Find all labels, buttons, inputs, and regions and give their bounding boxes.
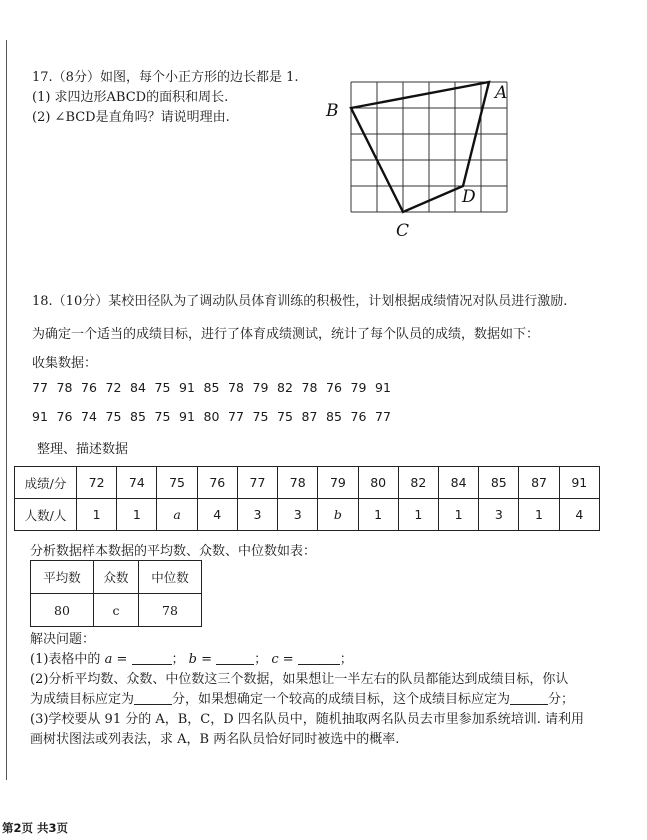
data-value: 77 [228, 409, 244, 424]
data-value: 75 [154, 380, 171, 395]
table-cell: 77 [237, 467, 277, 499]
answer-blank-b[interactable] [216, 652, 254, 665]
table-cell: 3 [479, 499, 519, 531]
data-value: 91 [179, 380, 195, 395]
table-cell: 1 [358, 499, 398, 531]
table-cell: 78 [278, 467, 318, 499]
table-cell: 4 [197, 499, 237, 531]
data-value: 91 [375, 380, 391, 395]
data-value: 74 [81, 409, 97, 424]
q18-part3-line1: (3)学校要从 91 分的 A，B，C，D 四名队员中，随机抽取两名队员去市里参加系统培训. 请利用 [30, 712, 585, 727]
table-cell: 82 [398, 467, 438, 499]
table-header-score: 成绩/分 [15, 467, 77, 499]
q18-solve-label: 解决问题： [30, 632, 96, 647]
table-row [15, 467, 600, 499]
data-value: 84 [130, 380, 146, 395]
table-cell: 74 [117, 467, 157, 499]
variable-b: b [333, 507, 342, 522]
answer-blank-target1[interactable] [134, 692, 172, 705]
data-value: 85 [203, 380, 220, 395]
table-cell: 1 [438, 499, 478, 531]
q17-sub2: (2) ∠BCD是直角吗？请说明理由. [32, 110, 230, 125]
table-cell: 72 [77, 467, 117, 499]
score-frequency-table [14, 466, 600, 531]
q18-part2-line1: (2)分析平均数、众数、中位数这三个数据，如果想让一半左右的队员都能达到成绩目标，你认 [30, 672, 569, 687]
data-value: 78 [56, 380, 73, 395]
variable-a-ref: a [104, 652, 113, 667]
part1-prefix: (1)表格中的 [30, 652, 101, 667]
table-row [15, 499, 600, 531]
table-cell-mean: 80 [31, 594, 94, 627]
table-row [31, 594, 202, 627]
q18-intro-line1: 18.（10分）某校田径队为了调动队员体育训练的积极性，计划根据成绩情况对队员进行激励. [32, 294, 568, 309]
answer-blank-a[interactable] [132, 652, 172, 665]
table-row [31, 561, 202, 594]
data-value: 76 [81, 380, 97, 395]
part2-suffix: 分； [548, 692, 575, 707]
separator: ； [171, 652, 185, 667]
q18-analysis-label: 分析数据样本数据的平均数、众数、中位数如表： [30, 544, 317, 559]
table-header-mean: 平均数 [31, 561, 94, 594]
variable-a: a [173, 507, 181, 522]
vertex-label-a: A [495, 83, 508, 103]
table-cell: 3 [237, 499, 277, 531]
variable-b-ref: b [188, 652, 197, 667]
table-cell: 84 [438, 467, 478, 499]
q17-title: 17.（8分）如图，每个小正方形的边长都是 1. [32, 70, 299, 85]
margin-line [6, 40, 7, 780]
table-cell: 1 [117, 499, 157, 531]
data-value: 87 [301, 409, 318, 424]
data-value: 75 [252, 409, 269, 424]
data-value: 78 [228, 380, 244, 395]
answer-blank-target2[interactable] [510, 692, 548, 705]
page-footer: 第2页 共3页 [2, 821, 69, 835]
part2-prefix: 为成绩目标应定为 [30, 692, 135, 707]
table-cell: 1 [77, 499, 117, 531]
table-cell: 76 [197, 467, 237, 499]
table-header-count: 人数/人 [15, 499, 77, 531]
table-cell: 85 [479, 467, 519, 499]
data-value: 91 [32, 409, 48, 424]
table-header-median: 中位数 [139, 561, 202, 594]
part2-middle: 分，如果想确定一个较高的成绩目标，这个成绩目标应定为 [172, 692, 511, 707]
data-value: 91 [179, 409, 195, 424]
table-cell: 87 [519, 467, 559, 499]
separator: ； [254, 652, 268, 667]
table-cell: 4 [559, 499, 599, 531]
data-value: 76 [326, 380, 342, 395]
data-value: 76 [56, 409, 73, 424]
data-value: 76 [350, 409, 367, 424]
q18-intro-line2: 为确定一个适当的成绩目标，进行了体育成绩测试，统计了每个队员的成绩，数据如下： [32, 327, 540, 342]
table-cell: 1 [519, 499, 559, 531]
data-value: 75 [277, 409, 293, 424]
data-value: 85 [326, 409, 342, 424]
table-cell: 75 [157, 467, 197, 499]
answer-blank-c[interactable] [298, 652, 340, 665]
table-cell: 1 [398, 499, 438, 531]
data-row-2 [32, 409, 400, 424]
data-value: 75 [105, 409, 122, 424]
data-value: 78 [301, 380, 318, 395]
quadrilateral-grid-figure [318, 68, 558, 243]
data-value: 77 [32, 380, 48, 395]
table-header-mode: 众数 [94, 561, 139, 594]
q18-part1: (1)表格中的 a = ； b = ； c = ； [30, 652, 353, 667]
vertex-label-b: B [326, 101, 339, 121]
data-value: 77 [375, 409, 391, 424]
q17-sub1: (1) 求四边形ABCD的面积和周长. [32, 90, 229, 105]
vertex-label-d: D [462, 187, 476, 207]
data-value: 75 [154, 409, 171, 424]
data-value: 80 [203, 409, 220, 424]
variable-c-ref: c [271, 652, 279, 667]
table-cell-mode: c [94, 594, 139, 627]
q18-part3-line2: 画树状图法或列表法，求 A，B 两名队员恰好同时被选中的概率. [30, 732, 400, 747]
table-cell [318, 499, 358, 531]
q18-organize-label: 整理、描述数据 [37, 442, 129, 457]
table-cell: 80 [358, 467, 398, 499]
table-cell [157, 499, 197, 531]
data-value: 82 [277, 380, 293, 395]
statistics-table [30, 560, 202, 627]
table-cell-median: 78 [139, 594, 202, 627]
q18-collect-label: 收集数据： [32, 356, 98, 371]
table-cell: 79 [318, 467, 358, 499]
q18-part2-line2 [30, 688, 574, 707]
data-value: 85 [130, 409, 146, 424]
data-value: 79 [350, 380, 367, 395]
data-value: 79 [252, 380, 269, 395]
data-row-1 [32, 380, 400, 395]
table-cell: 3 [278, 499, 318, 531]
vertex-label-c: C [396, 221, 410, 241]
data-value: 72 [105, 380, 122, 395]
table-cell: 91 [559, 467, 599, 499]
